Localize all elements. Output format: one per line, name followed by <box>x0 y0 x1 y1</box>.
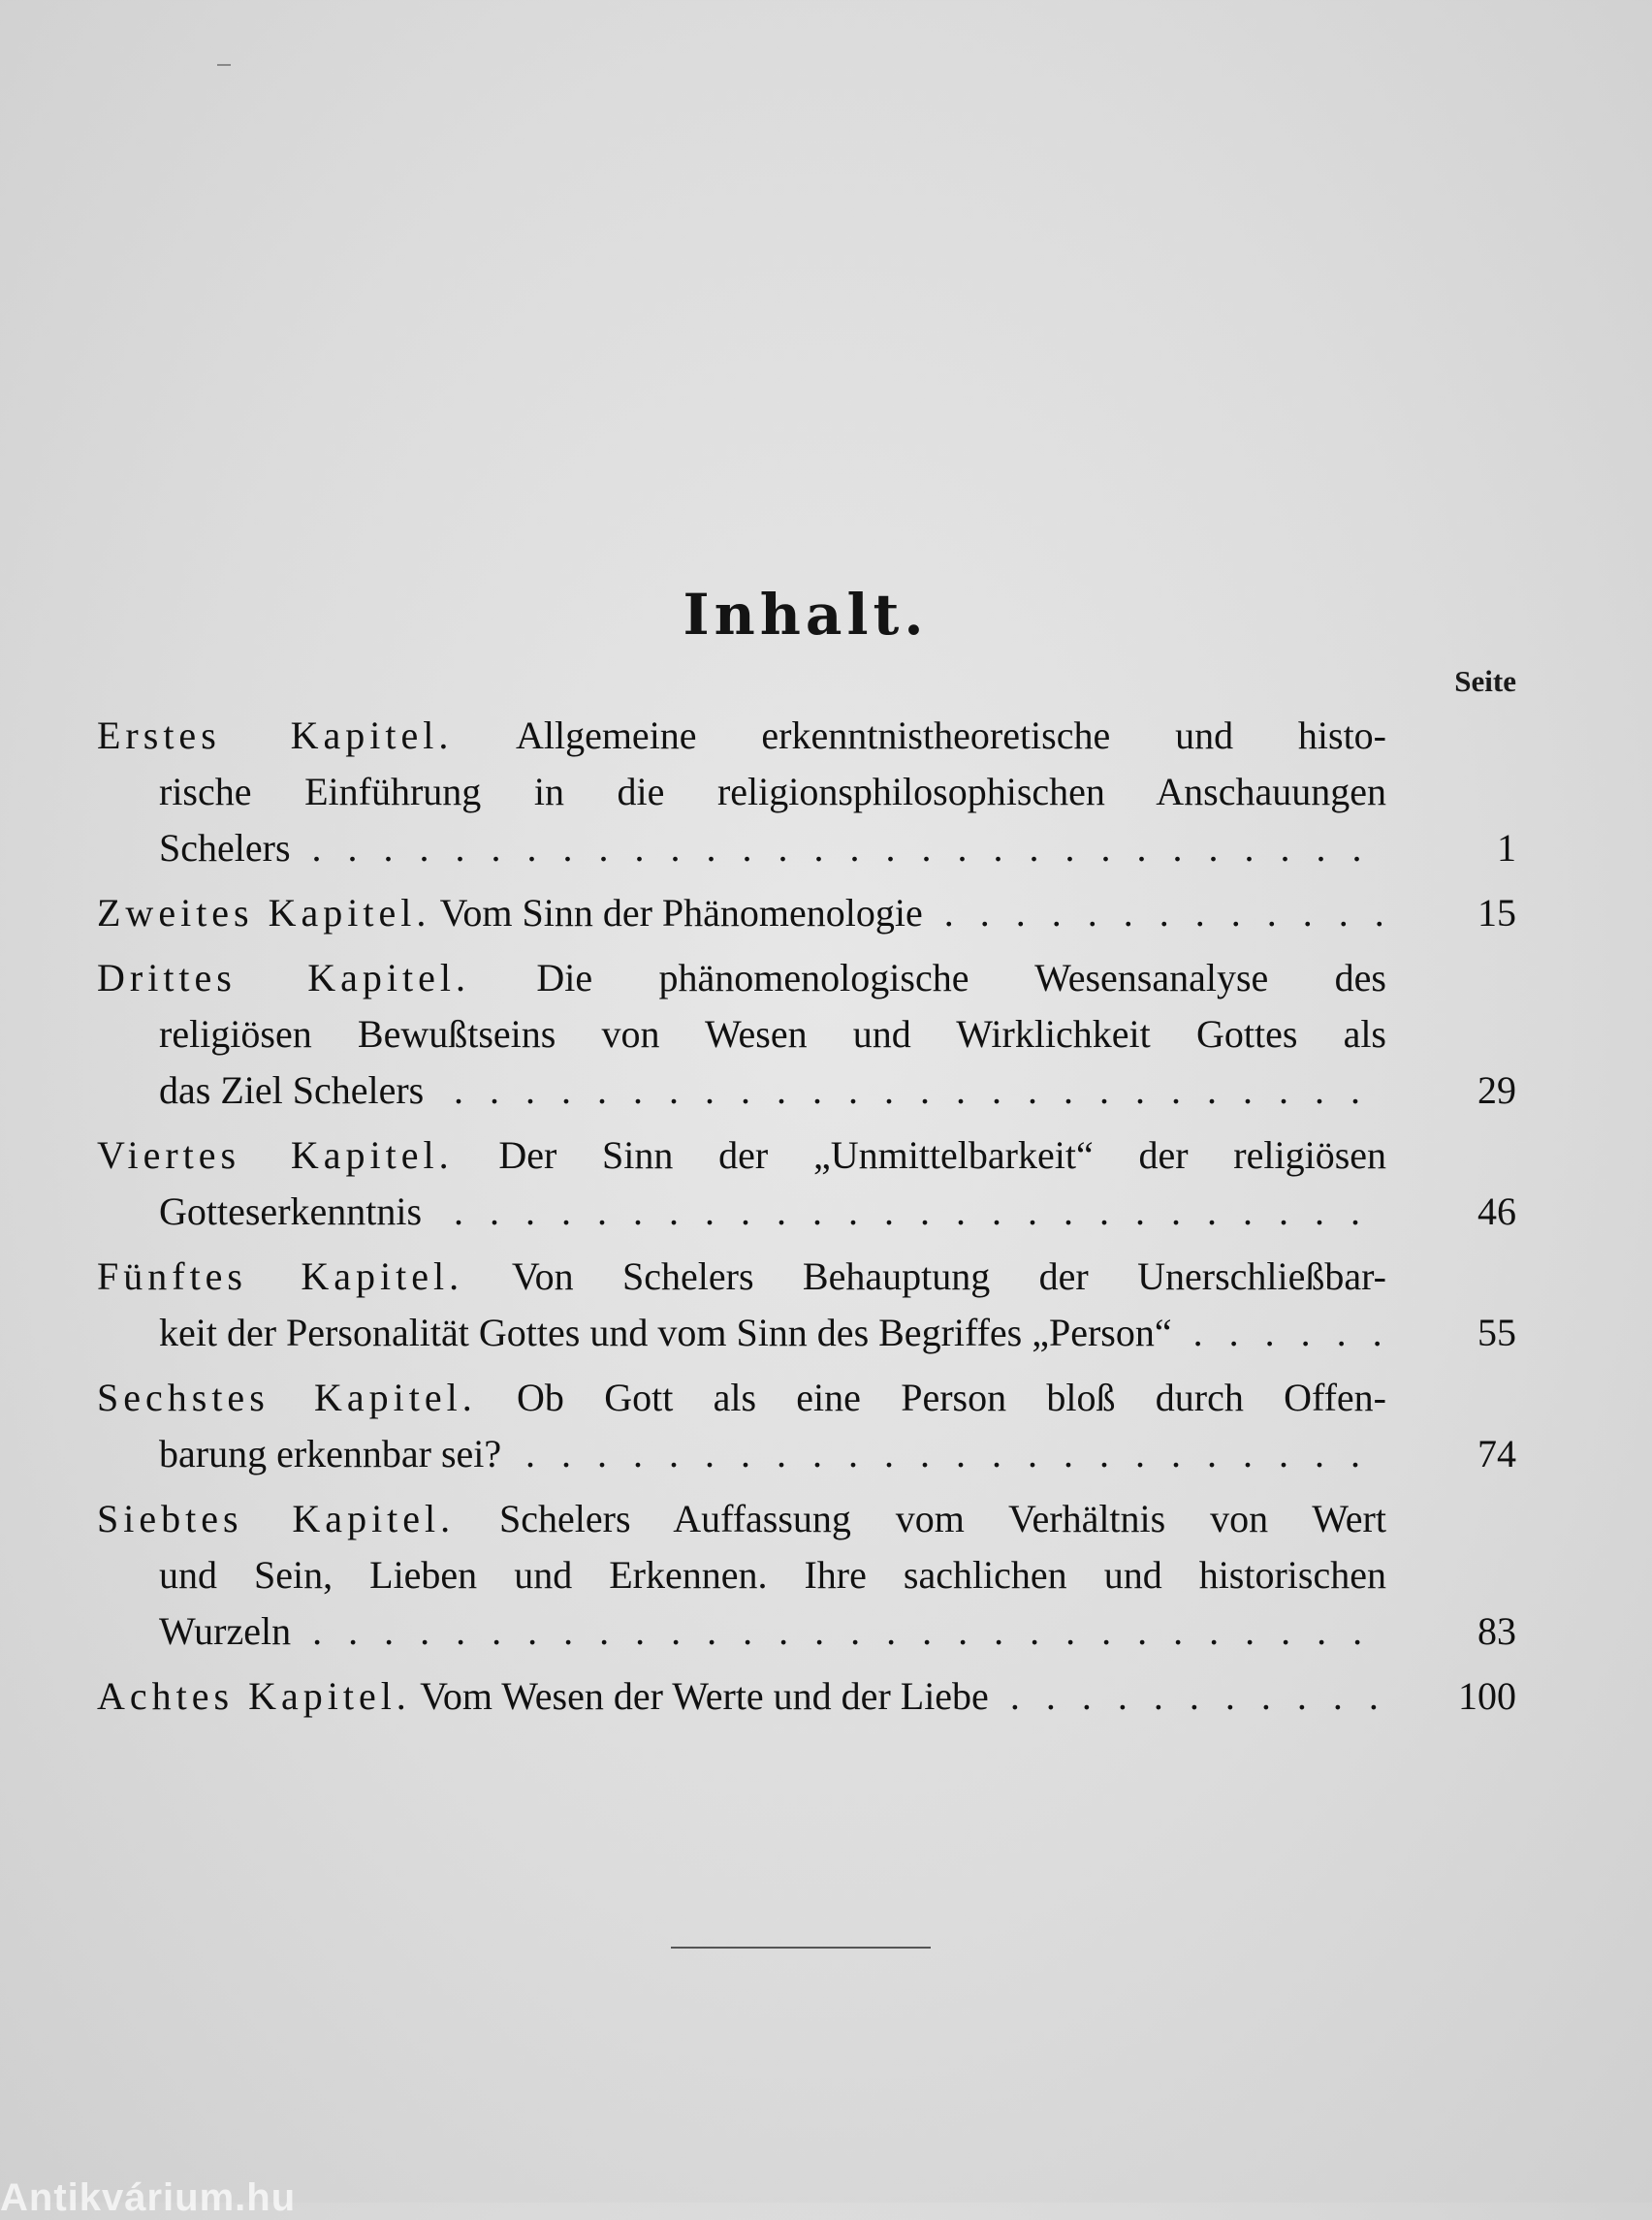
toc-entry-line <box>97 708 1516 764</box>
toc-entry-line <box>97 1006 1516 1062</box>
chapter-title-text: Von Schelers Behauptung der Unerschließbar- <box>511 1254 1387 1298</box>
table-of-contents <box>97 708 1516 1733</box>
chapter-title-text: barung erkennbar sei? <box>159 1432 502 1475</box>
chapter-label: Erstes Kapitel. <box>97 714 454 757</box>
toc-entry <box>97 708 1516 876</box>
chapter-title-text: und Sein, Lieben und Erkennen. Ihre sachlichen und historischen <box>159 1553 1386 1597</box>
toc-entry-text <box>97 1249 1386 1305</box>
toc-entry-line <box>97 1062 1516 1119</box>
page-number: 1 <box>1497 826 1516 870</box>
chapter-label: Viertes Kapitel. <box>97 1133 454 1177</box>
chapter-title-text: das Ziel Schelers <box>159 1068 425 1112</box>
leader-dots: .......................... <box>454 1068 1386 1112</box>
chapter-title-text: Vom Sinn der Phänomenologie <box>439 891 923 935</box>
toc-entry-line <box>97 885 1516 941</box>
toc-entry-line <box>97 1603 1516 1660</box>
toc-entry-line <box>97 820 1516 876</box>
chapter-title-text: religiösen Bewußtseins von Wesen und Wirklichkeit Gottes als <box>159 1012 1386 1056</box>
toc-entry-line <box>97 1426 1516 1482</box>
toc-entry-line <box>97 1547 1516 1603</box>
chapter-label: Siebtes Kapitel. <box>97 1497 456 1540</box>
leader-dots: .............................. <box>311 826 1388 870</box>
chapter-label: Zweites Kapitel. <box>97 891 431 935</box>
leader-dots: ............. <box>943 891 1411 935</box>
page-title: Inhalt. <box>683 582 929 648</box>
toc-entry-line <box>97 1491 1516 1547</box>
leader-dots: .............................. <box>312 1609 1389 1653</box>
chapter-title-text: Schelers <box>159 826 291 870</box>
leader-dots: .......................... <box>454 1189 1386 1233</box>
chapter-title-text: Ob Gott als eine Person bloß durch Offen- <box>517 1376 1386 1419</box>
chapter-title-text: Vom Wesen der Werte und der Liebe <box>420 1674 989 1718</box>
page-number: 74 <box>1477 1432 1516 1475</box>
toc-entry-line <box>97 1668 1516 1725</box>
toc-entry-line <box>97 950 1516 1006</box>
chapter-title-text: keit der Personalität Gottes und vom Sinn des Begriffes „Person“ <box>159 1311 1172 1354</box>
page-number: 83 <box>1477 1609 1516 1653</box>
page-column-header: Seite <box>1454 664 1516 698</box>
page-number: 100 <box>1458 1674 1516 1718</box>
toc-entry <box>97 1491 1516 1660</box>
leader-dots: ........................ <box>525 1432 1386 1475</box>
margin-mark <box>217 64 231 66</box>
toc-entry <box>97 950 1516 1119</box>
page-number: 46 <box>1477 1189 1516 1233</box>
toc-entry-line <box>97 1184 1516 1240</box>
watermark: Antikvárium.hu <box>0 2176 297 2219</box>
page-number: 15 <box>1477 891 1516 935</box>
toc-entry-line <box>97 1370 1516 1426</box>
toc-entry-line <box>97 1127 1516 1184</box>
toc-entry-text <box>159 1547 1386 1603</box>
toc-entry <box>97 1370 1516 1482</box>
toc-entry-text <box>159 764 1386 820</box>
toc-entry-text <box>97 708 1386 764</box>
toc-entry-text <box>159 1006 1386 1062</box>
chapter-title-text: Allgemeine erkenntnistheoretische und histo- <box>515 714 1387 757</box>
toc-entry-text <box>97 950 1386 1006</box>
toc-entry-line <box>97 764 1516 820</box>
page-number: 29 <box>1477 1068 1516 1112</box>
toc-entry <box>97 885 1516 941</box>
chapter-title-text: Der Sinn der „Unmittelbarkeit“ der religiösen <box>498 1133 1387 1177</box>
footer-rule <box>671 1947 931 1949</box>
toc-entry <box>97 1127 1516 1240</box>
toc-entry-line <box>97 1305 1516 1361</box>
toc-entry-text <box>97 1491 1386 1547</box>
chapter-title-text: Wurzeln <box>159 1609 292 1653</box>
chapter-label: Sechstes Kapitel. <box>97 1376 477 1419</box>
chapter-title-text: Die phänomenologische Wesensanalyse des <box>536 956 1387 999</box>
page-number: 55 <box>1477 1311 1516 1354</box>
leader-dots: ...... <box>1192 1311 1409 1354</box>
chapter-title-text: rische Einführung in die religionsphilosophischen Anschauungen <box>159 770 1386 813</box>
toc-entry-line <box>97 1249 1516 1305</box>
leader-dots: ........... <box>1009 1674 1405 1718</box>
chapter-label: Achtes Kapitel. <box>97 1674 411 1718</box>
toc-entry <box>97 1668 1516 1725</box>
chapter-title-text: Gotteserkenntnis <box>159 1189 423 1233</box>
chapter-label: Drittes Kapitel. <box>97 956 470 999</box>
toc-entry <box>97 1249 1516 1361</box>
chapter-title-text: Schelers Auffassung vom Verhältnis von Wert <box>499 1497 1386 1540</box>
chapter-label: Fünftes Kapitel. <box>97 1254 464 1298</box>
toc-entry-text <box>97 1127 1386 1184</box>
toc-entry-text <box>97 1370 1386 1426</box>
